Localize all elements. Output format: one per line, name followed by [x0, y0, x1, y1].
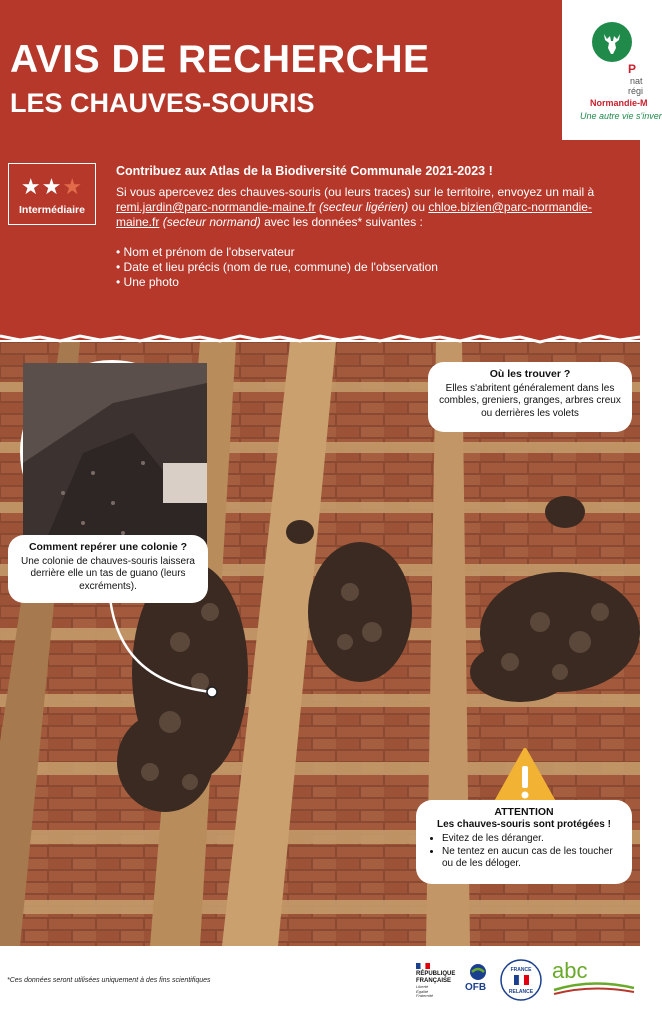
callout-subtitle: Les chauves-souris sont protégées !	[437, 818, 611, 830]
abc-swoosh-icon	[552, 960, 636, 1000]
star-icon: ★	[20, 174, 42, 199]
abc-logo: abc	[552, 958, 588, 983]
warning-icon	[494, 748, 556, 804]
intro-block	[116, 164, 620, 290]
rf-name	[416, 971, 455, 984]
rf-motto-line: Liberté	[416, 984, 429, 989]
ofb-label: OFB	[465, 982, 487, 993]
page-subtitle: LES CHAUVES-SOURIS	[10, 88, 315, 118]
rf-motto	[416, 985, 433, 999]
list-item: • Evitez de les déranger.	[442, 833, 620, 846]
list-item: • Date et lieu précis (nom de rue, commune) de l'observation	[116, 260, 438, 274]
guano-illustration	[23, 363, 207, 547]
logo-fragment: nat	[630, 76, 643, 86]
rf-line: FRANÇAISE	[416, 977, 452, 984]
page-title: AVIS DE RECHERCHE	[10, 38, 430, 81]
intro-line: Si vous apercevez des chauves-souris (ou leurs traces) sur le territoire, envoyez un mail à	[116, 185, 595, 199]
callout-colonie	[8, 535, 208, 603]
list-item: • Une photo	[116, 275, 179, 289]
guano-inset-photo	[20, 360, 204, 544]
list-item: • Nom et prénom de l'observateur	[116, 245, 295, 259]
intro-title: Contribuez aux Atlas de la Biodiversité Communale 2021-2023 !	[116, 164, 493, 178]
sector-label: (secteur normand)	[162, 215, 261, 229]
relance-top-text: FRANCE	[510, 967, 532, 973]
park-logo	[562, 0, 662, 140]
rf-motto-line: Égalité	[416, 988, 429, 994]
deer-icon	[598, 30, 626, 56]
intro-line-end: avec les données* suivantes :	[264, 215, 423, 229]
star-icon: ★	[62, 174, 84, 199]
rf-line: RÉPUBLIQUE	[416, 971, 456, 977]
callout-title: ATTENTION	[494, 806, 554, 818]
french-flag-icon	[416, 963, 430, 969]
footnote: *Ces données seront utilisées uniquement à des fins scientifiques	[7, 977, 211, 984]
torn-paper-edge	[0, 325, 640, 347]
difficulty-badge	[8, 163, 96, 225]
difficulty-stars	[9, 176, 95, 198]
attention-list	[428, 833, 620, 871]
logo-name: Normandie-M	[590, 98, 648, 108]
logo-fragment: régi	[628, 86, 644, 96]
sector-label: (secteur ligérien)	[318, 200, 409, 214]
data-requirements-list	[116, 245, 620, 290]
logo-letter: P	[628, 62, 637, 76]
email-link-chloe[interactable]: chloe.bizien@parc-normandie-maine.fr	[116, 200, 592, 229]
callout-title: Comment repérer une colonie ?	[28, 541, 188, 553]
rf-motto-line: Fraternité	[416, 993, 434, 998]
footer	[0, 946, 640, 1024]
callout-where	[428, 362, 632, 432]
callout-text: Elles s'abritent généralement dans les combles, greniers, granges, arbres creux ou derrières les volets	[439, 382, 621, 419]
logo-tagline: Une autre vie s'inver	[580, 111, 662, 121]
star-icon: ★	[41, 174, 63, 199]
republique-francaise-logo	[416, 963, 460, 999]
difficulty-label: Intermédiaire	[19, 204, 85, 216]
list-item: • Ne tentez en aucun cas de les toucher ou de les déloger.	[442, 846, 620, 871]
relance-bottom-text: RELANCE	[508, 989, 534, 995]
france-relance-logo	[500, 959, 542, 1001]
callout-text: Une colonie de chauves-souris laissera derrière elle un tas de guano (leurs excréments).	[21, 555, 195, 592]
callout-attention	[416, 800, 632, 884]
conjunction: ou	[411, 200, 426, 214]
email-link-remi[interactable]: remi.jardin@parc-normandie-maine.fr	[116, 200, 316, 214]
callout-title: Où les trouver ?	[489, 368, 571, 380]
header-banner	[0, 0, 662, 340]
intro-text	[116, 185, 620, 230]
